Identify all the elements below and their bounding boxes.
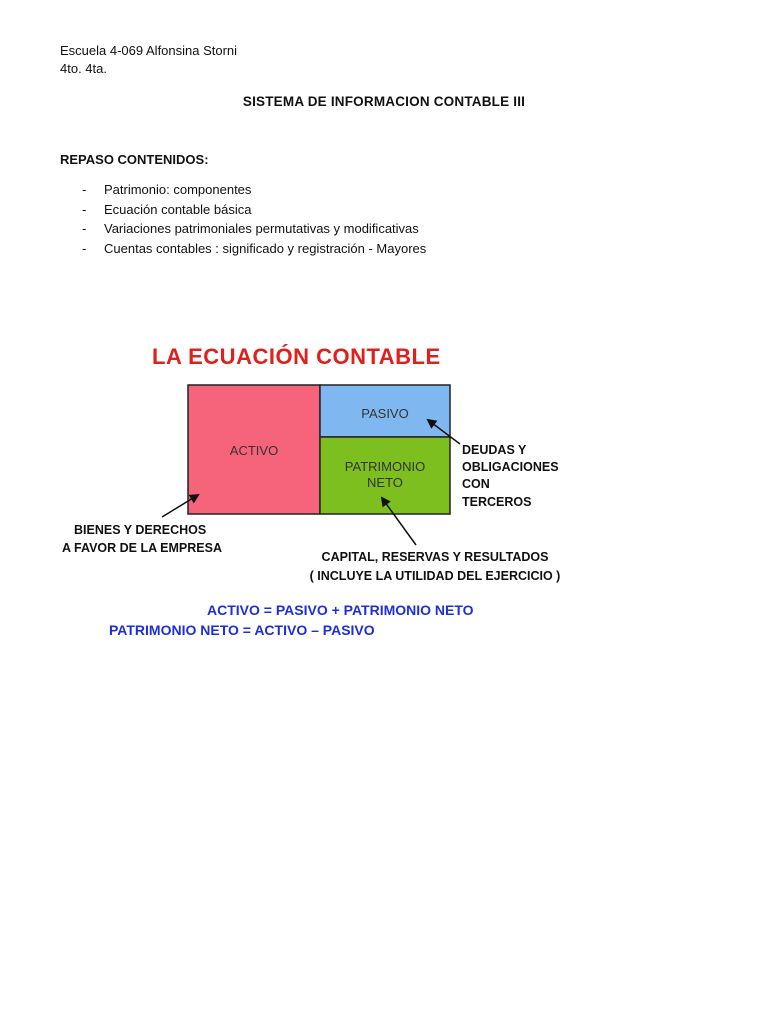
pasivo-label: PASIVO <box>361 406 409 421</box>
list-item <box>82 200 426 220</box>
list-item-text: Cuentas contables : significado y registración - Mayores <box>104 240 427 256</box>
list-item-text: Variaciones patrimoniales permutativas y modificativas <box>104 221 419 236</box>
list-item-text: Ecuación contable básica <box>104 201 252 217</box>
deudas-line-4: TERCEROS <box>462 495 532 509</box>
list-item-text: Patrimonio: componentes <box>104 182 252 197</box>
capital-line-1: CAPITAL, RESERVAS Y RESULTADOS <box>321 550 549 564</box>
equation-2: PATRIMONIO NETO = ACTIVO – PASIVO <box>109 622 375 638</box>
grade-label: 4to. 4ta. <box>60 61 107 76</box>
patrimonio-label-line2: NETO <box>367 475 403 490</box>
document-header <box>60 42 237 78</box>
dash-bullet: - <box>82 182 87 197</box>
diagram-heading: LA ECUACIÓN CONTABLE <box>152 344 441 369</box>
bienes-line-2: A FAVOR DE LA EMPRESA <box>62 541 222 555</box>
school-name: Escuela 4-069 Alfonsina Storni <box>60 43 238 58</box>
equation-1: ACTIVO = PASIVO + PATRIMONIO NETO <box>207 602 474 618</box>
list-item <box>82 219 426 239</box>
dash-bullet: - <box>82 240 87 256</box>
dash-bullet: - <box>82 201 87 217</box>
activo-label: ACTIVO <box>229 443 279 458</box>
document-title: SISTEMA DE INFORMACION CONTABLE III <box>242 94 526 109</box>
list-item <box>82 239 426 259</box>
topics-list <box>82 180 426 258</box>
accounting-equation-diagram <box>40 320 600 650</box>
capital-line-2: ( INCLUYE LA UTILIDAD DEL EJERCICIO ) <box>309 569 561 583</box>
deudas-line-1: DEUDAS Y <box>462 443 527 457</box>
dash-bullet: - <box>82 221 87 236</box>
patrimonio-label-line1: PATRIMONIO <box>344 459 426 474</box>
deudas-line-3: CON <box>462 477 490 491</box>
section-title: REPASO CONTENIDOS: <box>60 152 209 167</box>
list-item <box>82 180 426 200</box>
deudas-line-2: OBLIGACIONES <box>462 460 559 474</box>
bienes-line-1: BIENES Y DERECHOS <box>74 523 207 537</box>
